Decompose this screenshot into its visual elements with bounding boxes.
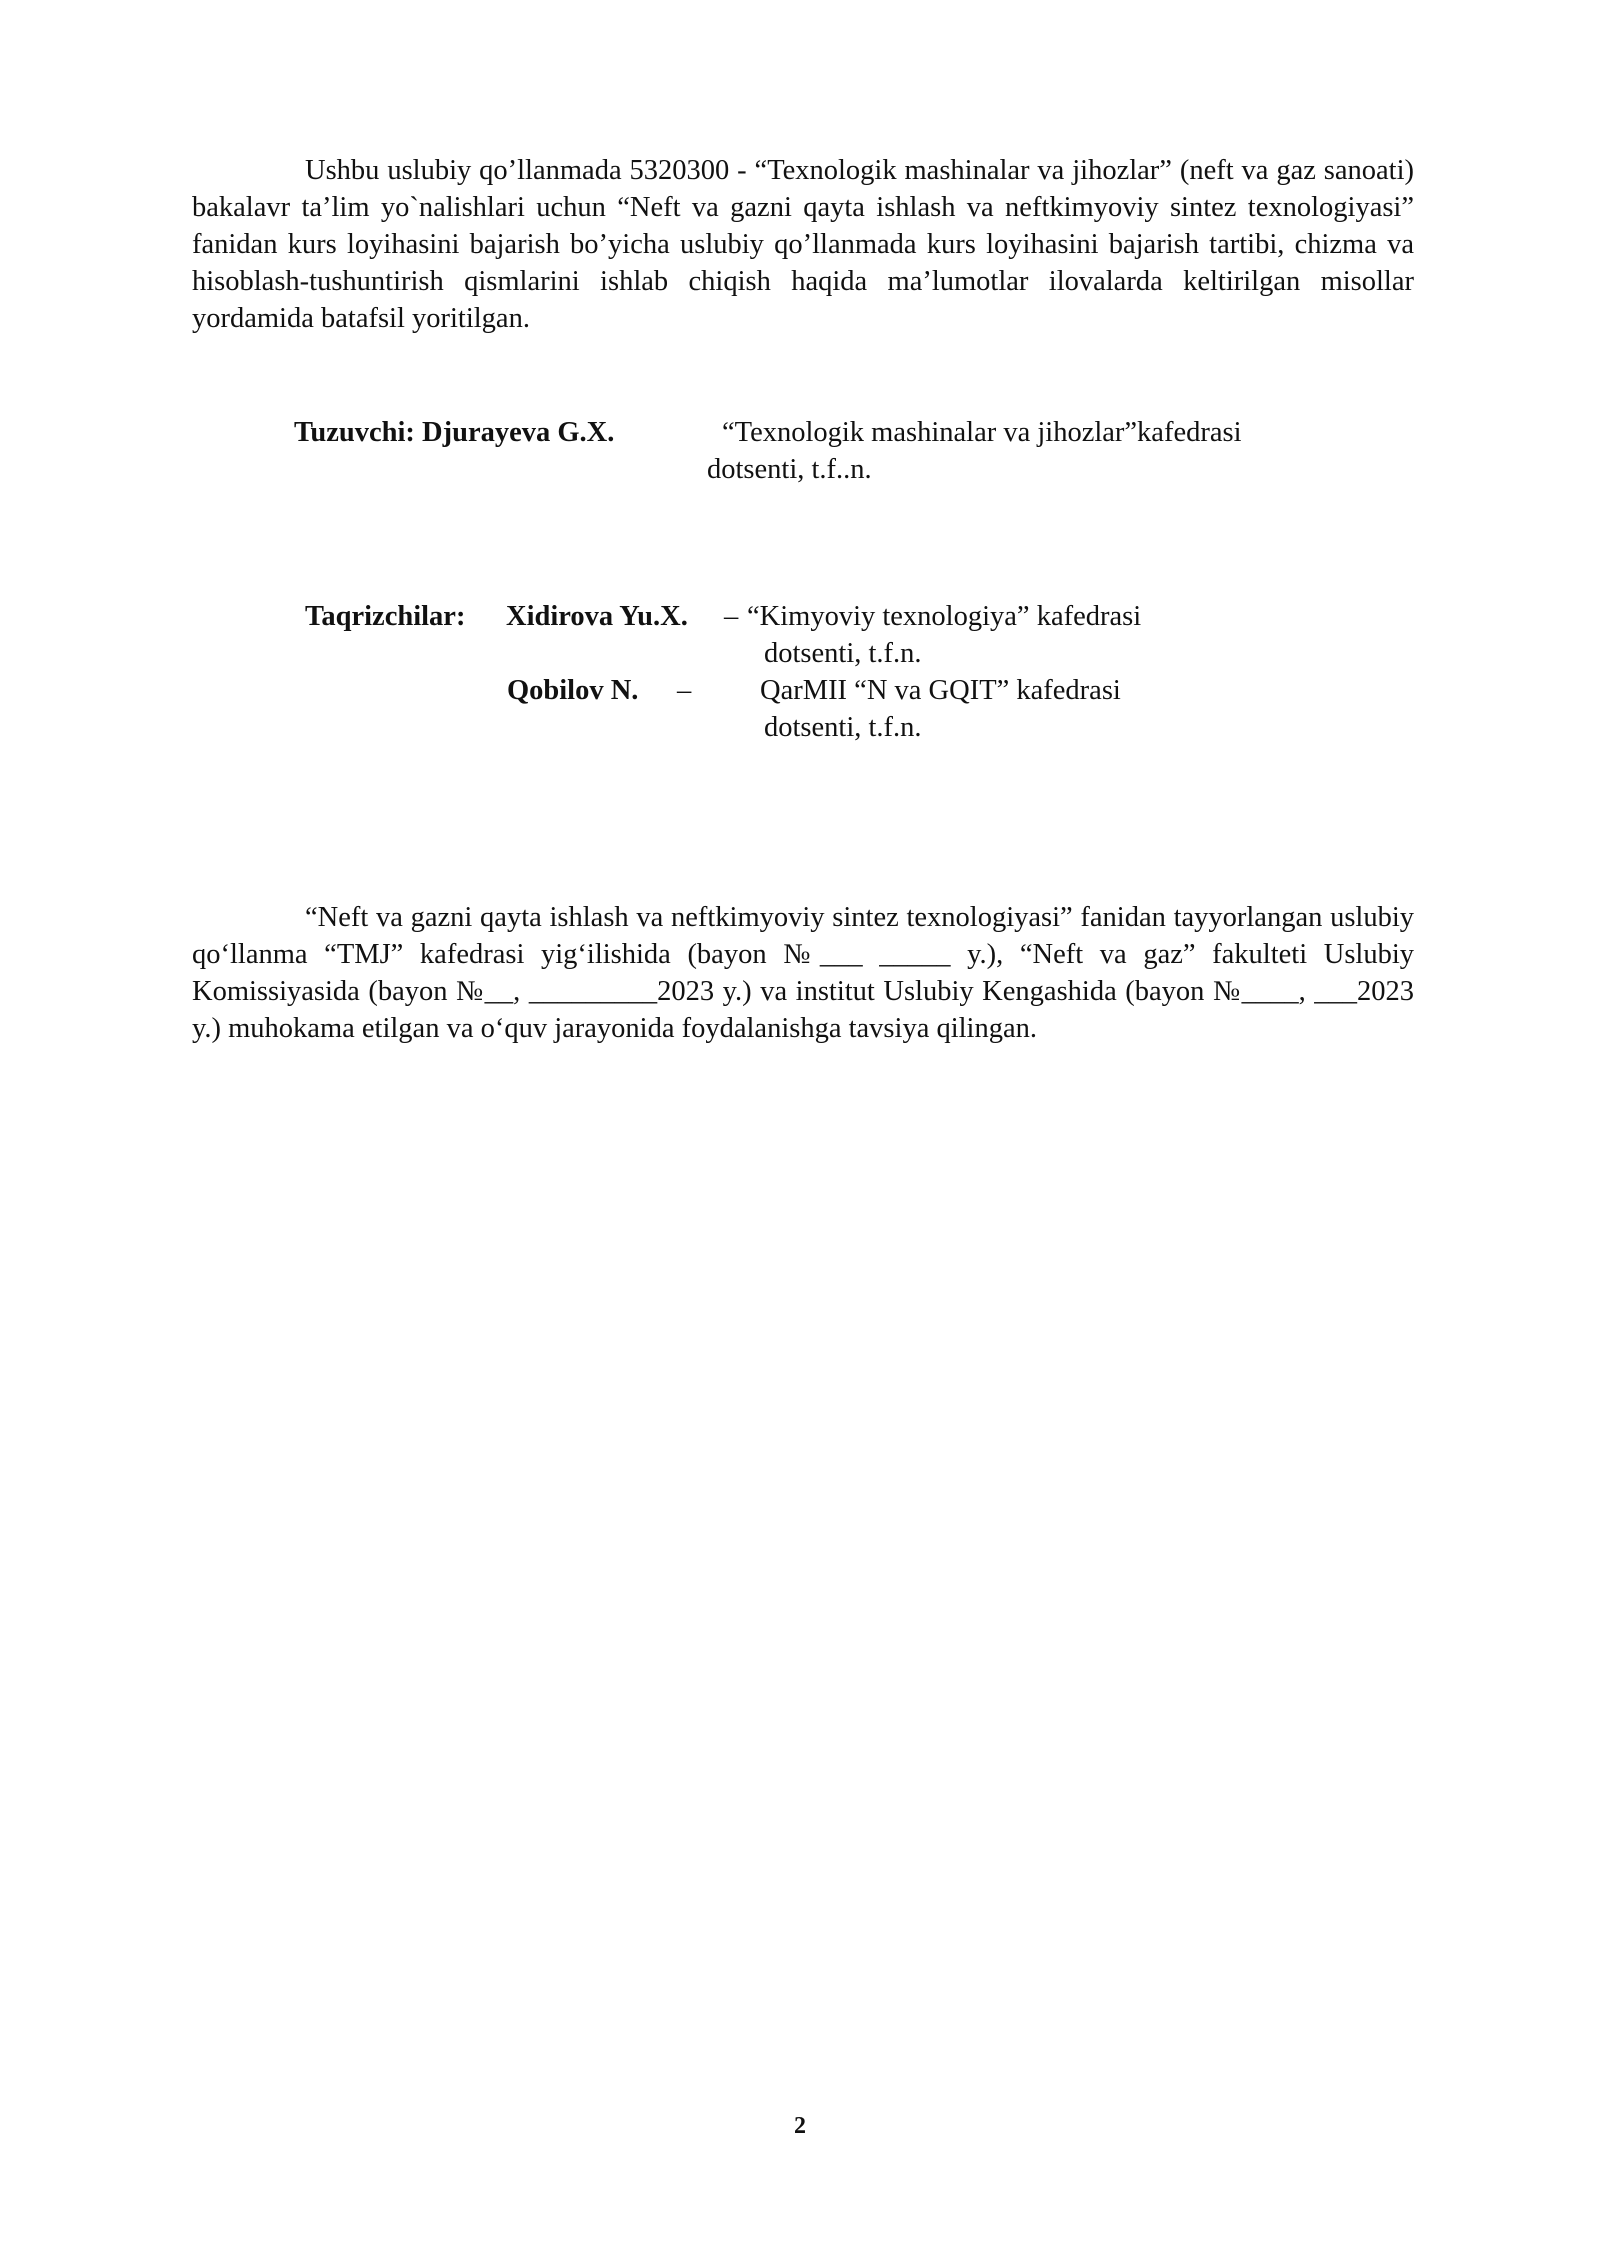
reviewer-2-name: Qobilov N. — [507, 675, 639, 706]
reviewer-1-name: Xidirova Yu.X. — [506, 601, 688, 632]
reviewer-1-position: dotsenti, t.f.n. — [764, 638, 922, 669]
reviewer-2-position: dotsenti, t.f.n. — [764, 712, 922, 743]
page-number: 2 — [794, 2113, 806, 2139]
approval-paragraph: “Neft va gazni qayta ishlash va neftkimyoviy sintez texnologiyasi” fanidan tayyorlangan uslubiy qo‘llanma “TMJ” kafedrasi yig‘ilishida (bayon №___ _____ y.), “Neft va gaz” fakulteti Uslubiy Komissiyasida (bayon №__, _________2023 y.) va institut Uslubiy Kengashida (bayon №____, ___2023 y.) muhokama etilgan va o‘quv jarayonida foydalanishga tavsiya qilingan. — [192, 902, 1414, 1044]
compiler-label: Tuzuvchi: Djurayeva G.X. — [294, 417, 615, 448]
intro-paragraph: Ushbu uslubiy qo’llanmada 5320300 - “Texnologik mashinalar va jihozlar” (neft va gaz sanoati) bakalavr ta’lim yo`nalishlari uchun “Neft va gazni qayta ishlash va neftkimyoviy sintez texnologiyasi” fanidan kurs loyihasini bajarish bo’yicha uslubiy qo’llanmada kurs loyihasini bajarish tartibi, chizma va hisoblash-tushuntirish qismlarini ishlab chiqish haqida ma’lumotlar ilovalarda keltirilgan misollar yordamida batafsil yoritilgan. — [192, 155, 1414, 334]
reviewer-2-department: QarMII “N va GQIT” kafedrasi — [760, 675, 1121, 706]
reviewer-1-dash: – — [724, 601, 739, 632]
reviewer-2-dash: – — [677, 675, 692, 706]
reviewer-1-department: “Kimyoviy texnologiya” kafedrasi — [747, 601, 1142, 632]
reviewers-label: Taqrizchilar: — [305, 601, 466, 632]
compiler-department: “Texnologik mashinalar va jihozlar”kafedrasi — [722, 417, 1242, 448]
compiler-position: dotsenti, t.f..n. — [707, 454, 872, 485]
